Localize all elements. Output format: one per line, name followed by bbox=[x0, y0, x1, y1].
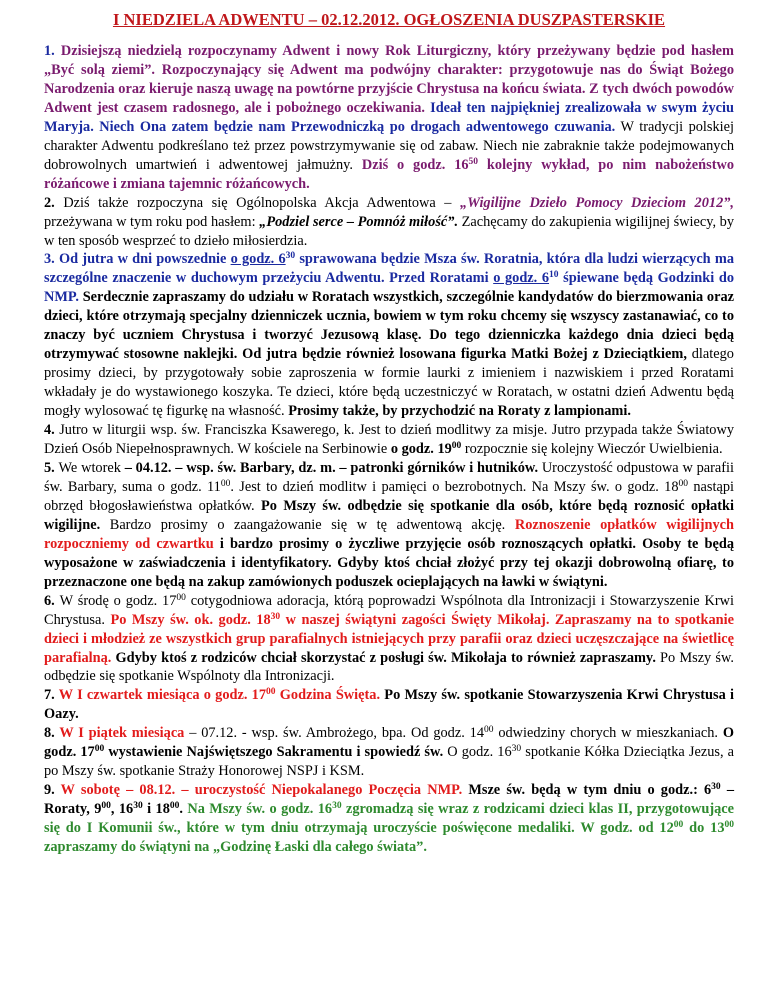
superscript-time: 30 bbox=[270, 611, 281, 622]
text-run: . Jest to dzień modlitw i pamięci o bezrobotnych. Na Mszy św. o godz. 18 bbox=[230, 478, 679, 495]
text-run: Po Mszy św. odbędzie się spotkanie Wspólnoty dla Intronizacji. bbox=[44, 649, 734, 685]
text-run: kolejny wykład, po nim nabożeństwo różańcowe i zmiana tajemnic różańcowych. bbox=[44, 156, 734, 192]
text-run: odwiedziny chorych w mieszkaniach. bbox=[493, 725, 723, 742]
text-run: zgromadzą się wraz z rodzicami dzieci klas II, przygotowujące się do I Komunii św., które w tym dniu otrzymają uroczyście poświęcone medaliki. W godz. od 12 bbox=[44, 801, 735, 837]
text-run: Roznoszenie opłatków wigilijnych rozpoczniemy od czwartku bbox=[44, 516, 734, 552]
text-run: Po Mszy św. ok. godz. 18 bbox=[110, 611, 271, 628]
text-run: spotkanie Kółka Dzieciątka Jezus, a po Mszy św. spotkanie Straży Honorowej NSPJ i KSM. bbox=[44, 744, 734, 780]
announcement-7 bbox=[44, 686, 734, 724]
text-run: W sobotę – 08.12. – uroczystość Niepokalanego Poczęcia NMP. bbox=[60, 782, 463, 799]
text-run: W I czwartek miesiąca o godz. 17 bbox=[58, 687, 267, 704]
text-run: – 07.12. - wsp. św. Ambrożego, bpa. Od godz. 14 bbox=[184, 725, 484, 742]
text-run: Gdyby ktoś z rodziców chciał skorzystać z posługi św. Mikołaja to również zapraszamy. bbox=[111, 649, 656, 666]
superscript-time: 30 bbox=[711, 782, 721, 793]
text-run: 8. bbox=[44, 725, 60, 742]
text-run: dlatego prosimy dzieci, by przygotowały sobie zaproszenia w formie laurki z imieniem i nazwiskiem i przed Roratami wkładały je do wystawionego koszyka. Te dzieci, które będą uczestniczyć w Roratach, w ostatni dzień Adwentu będą mogły wylosować tę figurkę na własność. bbox=[44, 346, 734, 420]
text-run: Na Mszy św. o godz. 16 bbox=[182, 801, 333, 818]
announcement-5 bbox=[44, 459, 734, 592]
superscript-time: 00 bbox=[176, 592, 186, 603]
text-run: Serdecznie zapraszamy do udziału w Roratach wszystkich, szczególnie kandydatów do bierzmowania oraz dzieci, które otrzymają specjalny dzienniczek ucznia, bowiem w tym roku chcemy się wszyscy zastanawiać, co to znaczy być uczniem Chrystusa i tworzyć Jezusową klasę. Do tego dzienniczka każdego dnia dzieci będą otrzymywać stosowne naklejki. Od jutra będzie również losowana figurka Matki Bożej z Dzieciątkiem, bbox=[44, 289, 734, 363]
text-run: do 13 bbox=[683, 820, 725, 837]
text-run: „Wigilijne Dzieło Pomocy Dzieciom 2012”, bbox=[460, 194, 734, 211]
text-run: W I piątek miesiąca bbox=[59, 725, 185, 742]
text-run: zapraszamy do świątyni na „Godzinę Łaski dla całego świata”. bbox=[44, 839, 427, 856]
text-run: Uroczystość odpustowa w parafii św. Barbary, suma o godz. 11 bbox=[44, 459, 735, 495]
text-run: Godzina Święta. bbox=[275, 687, 381, 704]
text-run: rozpocznie się kolejny Wieczór Uwielbienia. bbox=[461, 441, 723, 458]
announcement-8 bbox=[44, 724, 734, 781]
announcement-3 bbox=[44, 250, 734, 421]
text-run: o godz. 6 bbox=[230, 251, 286, 268]
text-run: , 16 bbox=[110, 801, 134, 818]
superscript-time: 30 bbox=[332, 801, 342, 812]
text-run: Zachęcamy do zakupienia wigilijnej świecy, by w ten sposób wesprzeć to dzieło miłosierdzia. bbox=[44, 213, 734, 249]
text-run: 5. bbox=[44, 459, 59, 476]
text-run: 7. bbox=[44, 687, 59, 704]
superscript-time: 10 bbox=[549, 270, 559, 281]
text-run: i 18 bbox=[142, 801, 170, 818]
text-run: Ideał ten najpiękniej zrealizowała w swym życiu Maryja. Niech Ona zatem będzie nam Przewodniczką po drogach adwentowego czuwania. bbox=[44, 99, 734, 135]
text-run: . bbox=[179, 801, 183, 818]
announcement-6 bbox=[44, 592, 734, 687]
superscript-time: 00 bbox=[94, 744, 105, 755]
superscript-time: 00 bbox=[220, 478, 231, 489]
text-run: W tradycji polskiej charakter Adwentu podkreślano też przez powstrzymywanie się od zabaw. Niech nie zabraknie także podejmowanych dobrowolnych umartwień i adwentowej jałmużny. bbox=[44, 118, 734, 173]
text-run: cotygodniowa adoracja, którą poprowadzi Wspólnota dla Intronizacji i Stowarzyszenie Krwi Chrystusa. bbox=[44, 592, 735, 628]
text-run: O godz. 17 bbox=[44, 725, 734, 761]
text-run: 9. bbox=[44, 782, 61, 799]
superscript-time: 00 bbox=[678, 478, 689, 489]
text-run: i bardzo prosimy o życzliwe przyjęcie osób roznoszących opłatki. Osoby te będą wyposażone w zaświadczenia i identyfikatory. Gdyby ktoś chciał złożyć przy tej okazji dobrowolną ofiarę, to przeznaczone one będą na zakup zamówionych poduszek ocieplających na ławki w świątyni. bbox=[44, 535, 734, 590]
text-run: Prosimy także, by przychodzić na Roraty z lampionami. bbox=[288, 403, 631, 420]
text-run: Po Mszy św. odbędzie się spotkanie dla osób, które będą roznosić opłatki wigilijne. bbox=[44, 497, 734, 533]
text-run: 3. Od jutra w dni powszednie bbox=[44, 251, 231, 268]
announcement-1 bbox=[44, 42, 734, 194]
superscript-time: 30 bbox=[285, 251, 296, 262]
superscript-time: 00 bbox=[101, 801, 111, 812]
text-run: Dziś o godz. 16 bbox=[361, 156, 469, 173]
text-run: 2. bbox=[44, 194, 64, 211]
text-run: nastąpi obrzęd błogosławieństwa opłatków. bbox=[44, 478, 734, 514]
text-run: Dziś także rozpoczyna się Ogólnopolska Akcja Adwentowa – bbox=[63, 194, 461, 211]
text-run: Jutro w liturgii wsp. św. Franciszka Ksawerego, k. Jest to dzień modlitwy za misje. Jutro przypada także Światowy Dzień Osób Niepełnosprawnych. W kościele na Serbinowie bbox=[44, 422, 735, 458]
text-run: w naszej świątyni zagości Święty Mikołaj. Zapraszamy na to spotkanie dzieci i młodzież ze wszystkich grup parafialnych istniejących przy parafii oraz dzieci uczęszczające na świetlicę parafialną. bbox=[44, 611, 734, 666]
superscript-time: 30 bbox=[133, 801, 143, 812]
announcement-2 bbox=[44, 194, 734, 251]
superscript-time: 00 bbox=[266, 687, 276, 698]
text-run: – 04.12. – wsp. św. Barbary, dz. m. – patronki górników i hutników. bbox=[124, 459, 539, 476]
text-run: Dzisiejszą niedzielą rozpoczynamy Adwent i nowy Rok Liturgiczny, który przeżywany będzie pod hasłem „Być solą ziemi”. Rozpoczynający się Adwent ma podwójny charakter: przygotowuje nas do Świąt Bożego Narodzenia oraz kieruje naszą uwagę na powtórne przyjście Chrystusa na końcu świata. Z tych dwóch powodów Adwent jest czasem radosnego, ale i pobożnego oczekiwania. bbox=[44, 43, 734, 116]
text-run: Msze św. będą w tym dniu o godz.: 6 bbox=[462, 782, 712, 799]
announcement-9 bbox=[44, 781, 734, 857]
text-run: Po Mszy św. spotkanie Stowarzyszenia Krwi Chrystusa i Oazy. bbox=[44, 687, 734, 723]
superscript-time: 00 bbox=[484, 725, 494, 736]
superscript-time: 50 bbox=[468, 156, 479, 167]
text-run: 6. bbox=[44, 592, 60, 609]
text-run: – Roraty, 9 bbox=[44, 782, 734, 818]
announcement-document bbox=[44, 10, 734, 857]
text-run: o godz. 19 bbox=[390, 441, 452, 458]
text-run: We wtorek bbox=[58, 459, 125, 476]
text-run: Bardzo prosimy o zaangażowanie się w tę adwentową akcję. bbox=[100, 516, 515, 533]
announcement-4 bbox=[44, 421, 734, 459]
superscript-time: 00 bbox=[673, 820, 684, 831]
text-run: W środę o godz. 17 bbox=[59, 592, 177, 609]
text-run: sprawowana będzie Msza św. Roratnia, która dla ludzi wierzących ma szczególne znaczenie w duchowym przeżyciu Adwentu. Przed Roratami bbox=[44, 251, 734, 287]
text-run: 1. bbox=[44, 43, 61, 59]
text-run: O godz. 16 bbox=[443, 744, 512, 761]
superscript-time: 00 bbox=[169, 801, 180, 812]
text-run: śpiewane będą Godzinki do NMP. bbox=[44, 270, 734, 306]
text-run: wystawienie Najświętszego Sakramentu i spowiedź św. bbox=[104, 744, 444, 761]
announcement-body bbox=[44, 42, 734, 857]
text-run: przeżywana w tym roku pod hasłem: bbox=[44, 213, 260, 230]
superscript-time: 00 bbox=[724, 820, 734, 831]
superscript-time: 30 bbox=[511, 744, 522, 755]
page-title: I NIEDZIELA ADWENTU – 02.12.2012. OGŁOSZENIA DUSZPASTERSKIE bbox=[112, 10, 666, 29]
text-run: 4. bbox=[44, 422, 60, 439]
text-run: o godz. 6 bbox=[493, 270, 550, 287]
text-run: „Podziel serce – Pomnóż miłość”. bbox=[259, 213, 459, 230]
superscript-time: 00 bbox=[451, 441, 462, 452]
